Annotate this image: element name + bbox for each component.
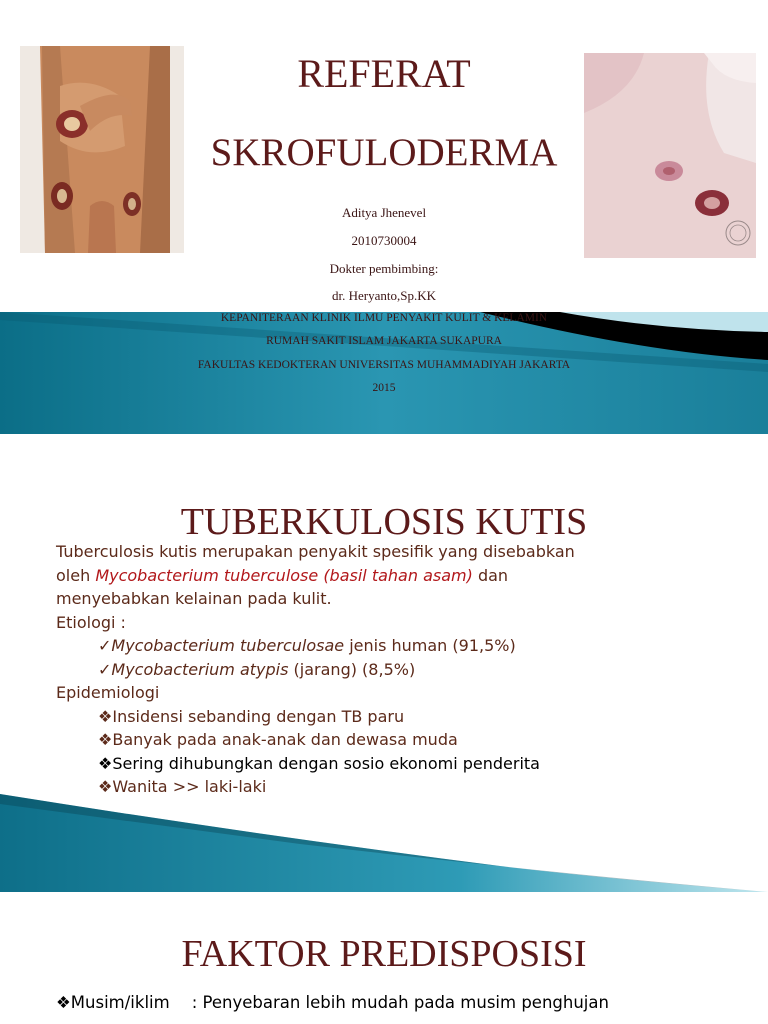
etiologi-item-rest: jenis human (91,5%): [344, 636, 516, 655]
epidemiologi-item: [56, 752, 756, 776]
faktor-item: [56, 991, 756, 1015]
slide-heading: FAKTOR PREDISPOSISI: [181, 933, 587, 975]
epidemiologi-label: Epidemiologi: [56, 683, 160, 702]
faktor-item-text: : Penyebaran lebih mudah pada musim penghujan: [191, 993, 609, 1012]
epidemiologi-item-text: Sering dihubungkan dengan sosio ekonomi penderita: [112, 753, 540, 773]
department: KEPANITERAAN KLINIK ILMU PENYAKIT KULIT & KELAMIN: [220, 312, 548, 324]
etiologi-item: [56, 634, 756, 658]
slide-heading: TUBERKULOSIS KUTIS: [180, 501, 588, 543]
diamond-bullet-icon: ❖: [56, 993, 71, 1012]
etiologi-label: Etiologi :: [56, 612, 126, 632]
epidemiologi-item-text: Wanita >> laki-laki: [112, 777, 267, 796]
student-id: 2010730004: [351, 233, 417, 248]
organism-name: Mycobacterium tuberculose (basil tahan asam): [95, 565, 473, 585]
hospital: RUMAH SAKIT ISLAM JAKARTA SUKAPURA: [266, 335, 502, 347]
year: 2015: [372, 382, 396, 394]
check-icon: ✓: [98, 636, 112, 655]
title-referat: REFERAT: [297, 51, 471, 96]
title-skrofuloderma: SKROFULODERMA: [210, 131, 558, 174]
decorative-swoosh: [0, 794, 768, 892]
epidemiologi-item: [56, 728, 756, 752]
intro-line-1: Tuberculosis kutis merupakan penyakit spesifik yang disebabkan: [56, 542, 575, 561]
author-name: Aditya Jhenevel: [341, 205, 427, 220]
slide-body: [56, 991, 756, 1015]
intro-prefix: oleh: [56, 565, 96, 585]
diamond-bullet-icon: ❖: [98, 730, 113, 749]
diamond-bullet-icon: ❖: [98, 777, 113, 796]
supervisor-label: Dokter pembimbing:: [329, 261, 439, 276]
etiologi-item-italic: Mycobacterium tuberculosae: [111, 636, 345, 655]
check-icon: ✓: [98, 659, 112, 679]
etiologi-item-rest: (jarang) (8,5%): [288, 659, 416, 679]
intro-line-3: menyebabkan kelainan pada kulit.: [56, 589, 332, 608]
supervisor-name: dr. Heryanto,Sp.KK: [332, 288, 436, 303]
intro-suffix: dan: [472, 565, 509, 585]
diamond-bullet-icon: ❖: [98, 753, 113, 773]
slide-body: [56, 540, 756, 799]
epidemiologi-item-text: Banyak pada anak-anak dan dewasa muda: [112, 730, 458, 749]
faktor-slide: [0, 892, 768, 1024]
epidemiologi-item: [56, 705, 756, 729]
etiologi-item-italic: Mycobacterium atypis: [111, 659, 289, 679]
faktor-item-label: Musim/iklim: [70, 993, 170, 1012]
faculty: FAKULTAS KEDOKTERAN UNIVERSITAS MUHAMMADIYAH JAKARTA: [197, 359, 571, 371]
epidemiologi-item-text: Insidensi sebanding dengan TB paru: [112, 706, 405, 726]
decorative-band: [0, 312, 768, 434]
diamond-bullet-icon: ❖: [98, 706, 113, 726]
etiologi-item: [56, 658, 756, 682]
tuberkulosis-slide: [0, 434, 768, 892]
intro-line-2: [56, 564, 756, 588]
title-slide: [0, 0, 768, 434]
